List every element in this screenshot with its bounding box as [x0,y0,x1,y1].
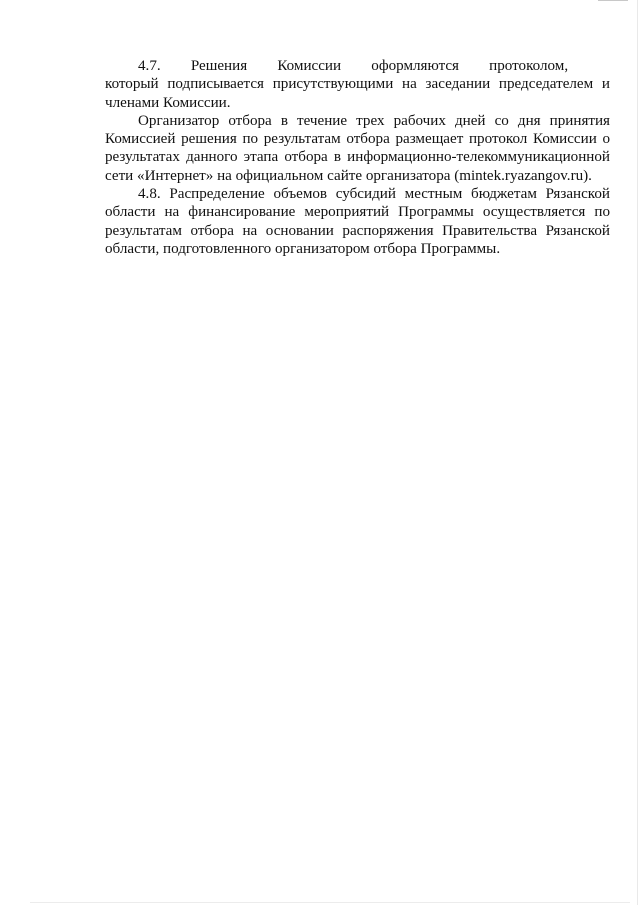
scan-edge-bottom [30,902,630,903]
paragraph-4-7: 4.7. Решения Комиссии оформляются протоколом, который подписывается присутствующими на заседании председателем и членами Комиссии. [105,58,610,111]
paragraph-4-8: 4.8. Распределение объемов субсидий местным бюджетам Рязанской области на финансирование мероприятий Программы осуществляется по результатам отбора на основании распоряжения Правительства Рязанской области, подготовленного организатором отбора Программы. [105,186,610,257]
paragraph-organizer: Организатор отбора в течение трех рабочих дней со дня принятия Комиссией решения по результатам отбора размещает протокол Комиссии о результатах данного этапа отбора в информационно-телекоммуникационной сети «Интернет» на официальном сайте организатора (mintek.ryazangov.ru). [105,112,610,184]
document-body [105,57,610,258]
scan-edge-top [598,0,628,1]
